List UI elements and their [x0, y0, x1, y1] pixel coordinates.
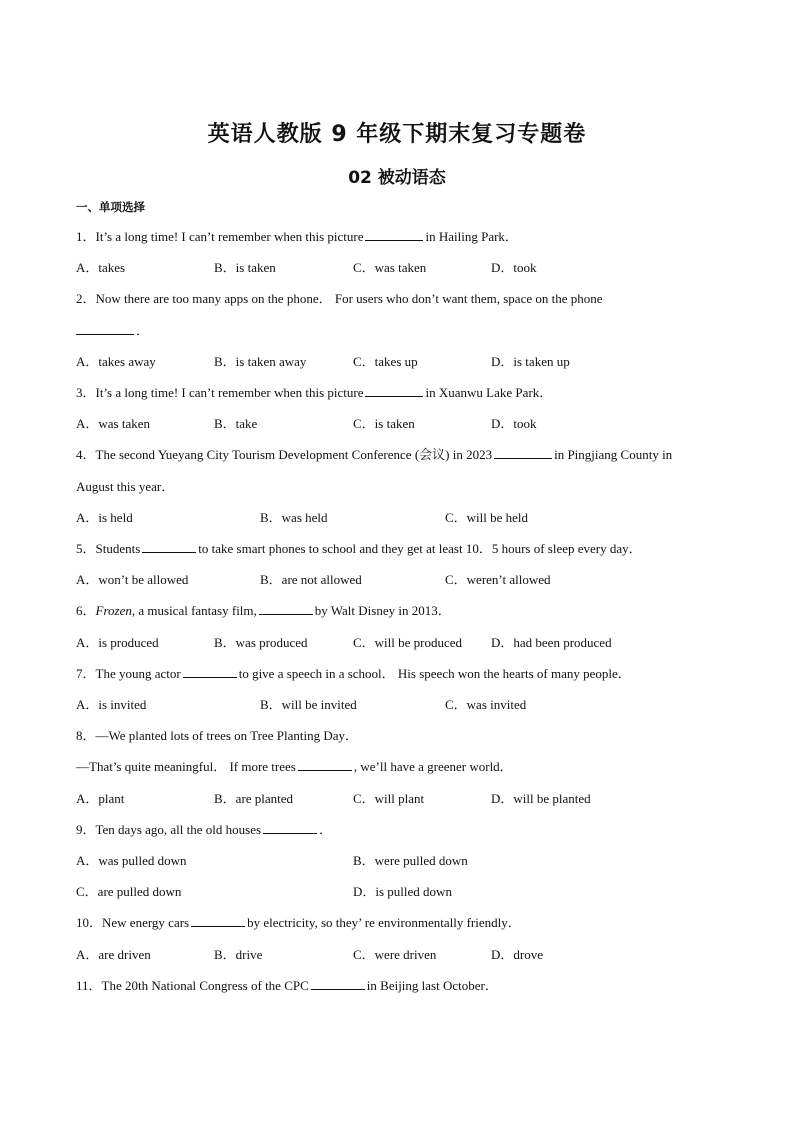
- q3-option-a: A．was taken: [76, 416, 151, 431]
- q10-option-a: A．are driven: [76, 947, 151, 962]
- answer-blank: [494, 448, 552, 459]
- q4-option-a: A．is held: [76, 510, 133, 525]
- page-title: 英语人教版 9 年级下期末复习专题卷: [207, 122, 587, 147]
- q1-option-d: D．took: [491, 260, 537, 275]
- q9-option-a: A．was pulled down: [76, 853, 187, 868]
- q5-option-a: A．won’t be allowed: [76, 572, 189, 587]
- q8-option-b: B．are planted: [214, 791, 294, 806]
- answer-blank: [259, 604, 313, 615]
- q1-option-c: C．was taken: [353, 260, 427, 275]
- section-heading: 一、单项选择: [76, 200, 145, 214]
- question-10: 10．New energy cars by electricity, so they’ re environmentally friendly．: [76, 915, 521, 930]
- q9-option-d: D．is pulled down: [353, 884, 452, 899]
- q2-option-b: B．is taken away: [214, 354, 307, 369]
- q8-option-d: D．will be planted: [491, 791, 591, 806]
- q4-option-b: B．was held: [260, 510, 328, 525]
- question-5: 5．Students to take smart phones to school and they get at least 10．5 hours of sleep every day．: [76, 541, 642, 556]
- q8-option-c: C．will plant: [353, 791, 425, 806]
- q3-option-d: D．took: [491, 416, 537, 431]
- q7-option-c: C．was invited: [445, 697, 527, 712]
- question-4-cont: August this year．: [76, 479, 175, 494]
- question-7: 7．The young actor to give a speech in a school． His speech won the hearts of many people．: [76, 666, 631, 681]
- page-subtitle: 02 被动语态: [348, 168, 446, 188]
- question-11: 11．The 20th National Congress of the CPC in Beijing last October．: [76, 978, 498, 993]
- q6-option-c: C．will be produced: [353, 635, 463, 650]
- q10-option-c: C．were driven: [353, 947, 437, 962]
- q10-option-d: D．drove: [491, 947, 543, 962]
- answer-blank: [365, 230, 423, 241]
- question-2-cont: ．: [76, 320, 149, 339]
- question-1: 1．It’s a long time! I can’t remember when this picture in Hailing Park．: [76, 229, 518, 244]
- answer-blank: [365, 386, 423, 397]
- q1-option-a: A．takes: [76, 260, 126, 275]
- answer-blank: [191, 916, 245, 927]
- q7-option-b: B．will be invited: [260, 697, 357, 712]
- question-4: 4．The second Yueyang City Tourism Development Conference (会议) in 2023 in Pingjiang County in: [76, 447, 673, 462]
- q7-option-a: A．is invited: [76, 697, 147, 712]
- q10-option-b: B．drive: [214, 947, 263, 962]
- q2-option-a: A．takes away: [76, 354, 156, 369]
- q2-option-d: D．is taken up: [491, 354, 570, 369]
- q2-option-c: C．takes up: [353, 354, 418, 369]
- q5-option-b: B．are not allowed: [260, 572, 362, 587]
- q3-option-c: C．is taken: [353, 416, 415, 431]
- answer-blank: [298, 760, 352, 771]
- q4-option-c: C．will be held: [445, 510, 529, 525]
- answer-blank: [142, 542, 196, 553]
- question-8: 8．—We planted lots of trees on Tree Planting Day．: [76, 728, 359, 743]
- question-8-cont: —That’s quite meaningful． If more trees , we’ll have a greener world．: [76, 759, 513, 774]
- q9-option-c: C．are pulled down: [76, 884, 182, 899]
- question-6: 6．Frozen, a musical fantasy film, by Walt Disney in 2013．: [76, 603, 451, 618]
- q5-option-c: C．weren’t allowed: [445, 572, 551, 587]
- q1-option-b: B．is taken: [214, 260, 276, 275]
- question-3: 3．It’s a long time! I can’t remember when this picture in Xuanwu Lake Park．: [76, 385, 553, 400]
- q6-option-d: D．had been produced: [491, 635, 612, 650]
- answer-blank: [76, 324, 134, 335]
- answer-blank: [311, 979, 365, 990]
- q9-option-b: B．were pulled down: [353, 853, 468, 868]
- question-9: 9．Ten days ago, all the old houses ．: [76, 822, 333, 837]
- answer-blank: [183, 667, 237, 678]
- q8-option-a: A．plant: [76, 791, 125, 806]
- q3-option-b: B．take: [214, 416, 258, 431]
- answer-blank: [263, 823, 317, 834]
- question-2: 2．Now there are too many apps on the phone． For users who don’t want them, space on the phone: [76, 291, 603, 306]
- q6-option-b: B．was produced: [214, 635, 308, 650]
- q6-option-a: A．is produced: [76, 635, 159, 650]
